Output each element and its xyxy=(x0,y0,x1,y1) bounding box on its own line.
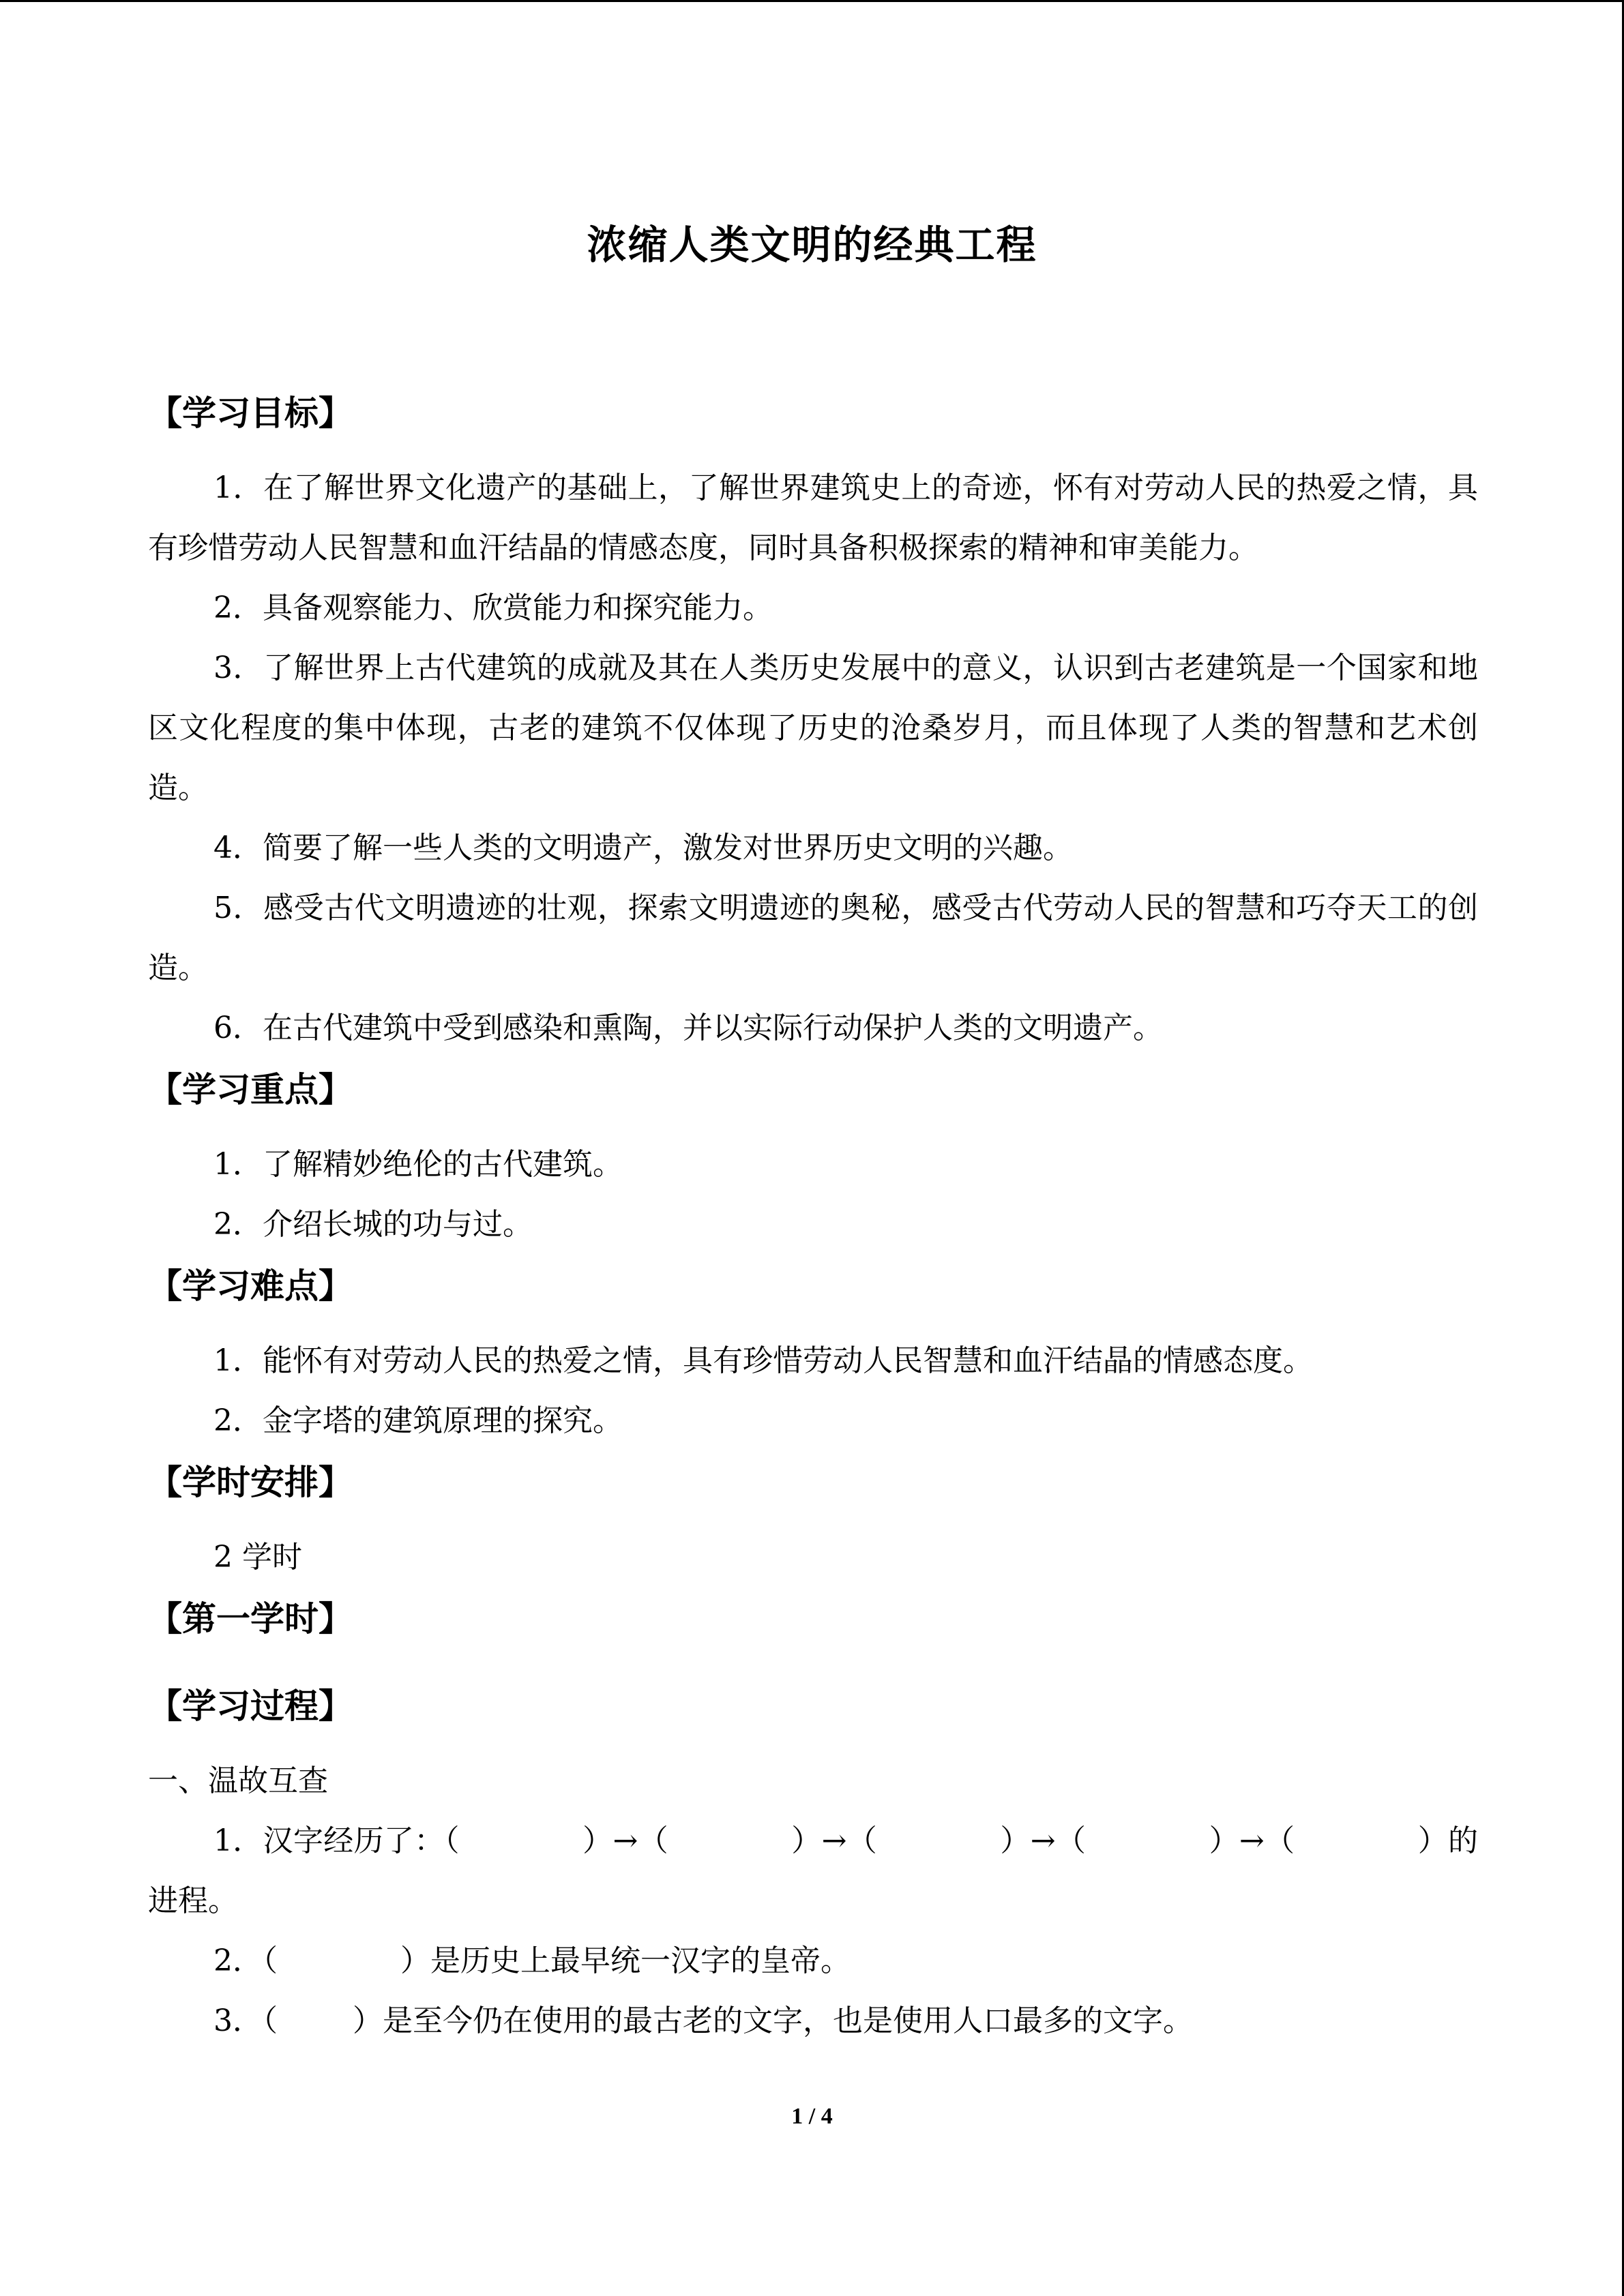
document-title: 浓缩人类文明的经典工程 xyxy=(587,222,1037,268)
page-top-border xyxy=(0,0,1624,2)
q3-prefix: 3．（ xyxy=(213,2003,278,2038)
objectives-heading: 【学习目标】 xyxy=(148,393,353,433)
q2-suffix: ）是历史上最早统一汉字的皇帝。 xyxy=(400,1943,851,1978)
q1-sep-2: ）→（ xyxy=(791,1823,878,1858)
page-number: 1 / 4 xyxy=(791,2104,833,2129)
q1-sep-1: ）→（ xyxy=(582,1823,668,1858)
difficulty-item-1: 1．能怀有对劳动人民的热爱之情，具有珍惜劳动人民智慧和血汗结晶的情感态度。 xyxy=(213,1343,1313,1378)
process-subheading: 一、温故互查 xyxy=(148,1763,328,1798)
process-heading: 【学习过程】 xyxy=(148,1686,353,1726)
difficulties-heading: 【学习难点】 xyxy=(148,1266,353,1306)
q1-suffix: ）的进程。 xyxy=(148,1823,1479,1918)
question-2 xyxy=(148,1931,1478,1991)
key-point-item-2: 2．介绍长城的功与过。 xyxy=(213,1207,533,1242)
objective-item-3: 3．了解世界上古代建筑的成就及其在人类历史发展中的意义，认识到古老建筑是一个国家和地区文化程度的集中体现，古老的建筑不仅体现了历史的沧桑岁月，而且体现了人类的智慧和艺术创造。 xyxy=(148,651,1478,805)
question-1 xyxy=(148,1811,1478,1931)
q1-sep-3: ）→（ xyxy=(1000,1823,1087,1858)
q1-sep-4: ）→（ xyxy=(1209,1823,1295,1858)
key-point-item-1: 1．了解精妙绝伦的古代建筑。 xyxy=(213,1147,623,1182)
schedule-heading: 【学时安排】 xyxy=(148,1463,353,1502)
key-points-heading: 【学习重点】 xyxy=(148,1070,353,1109)
objective-item-1: 1．在了解世界文化遗产的基础上，了解世界建筑史上的奇迹，怀有对劳动人民的热爱之情，具有珍惜劳动人民智慧和血汗结晶的情感态度，同时具备积极探索的精神和审美能力。 xyxy=(148,471,1478,565)
difficulty-item-2: 2．金字塔的建筑原理的探究。 xyxy=(213,1403,623,1438)
objective-item-5: 5．感受古代文明遗迹的壮观，探索文明遗迹的奥秘，感受古代劳动人民的智慧和巧夺天工的创造。 xyxy=(148,891,1478,985)
document-body xyxy=(148,382,1478,2051)
schedule-text: 2 学时 xyxy=(213,1540,302,1575)
question-3 xyxy=(148,1991,1478,2051)
objective-item-4: 4．简要了解一些人类的文明遗产，激发对世界历史文明的兴趣。 xyxy=(213,831,1073,865)
objective-item-2: 2．具备观察能力、欣赏能力和探究能力。 xyxy=(213,591,773,625)
first-period-heading: 【第一学时】 xyxy=(148,1599,353,1639)
q1-prefix: 1．汉字经历了：（ xyxy=(213,1823,460,1858)
q3-suffix: ）是至今仍在使用的最古老的文字，也是使用人口最多的文字。 xyxy=(353,2003,1193,2038)
objective-item-6: 6．在古代建筑中受到感染和熏陶，并以实际行动保护人类的文明遗产。 xyxy=(213,1011,1163,1045)
q2-prefix: 2．（ xyxy=(213,1943,278,1978)
